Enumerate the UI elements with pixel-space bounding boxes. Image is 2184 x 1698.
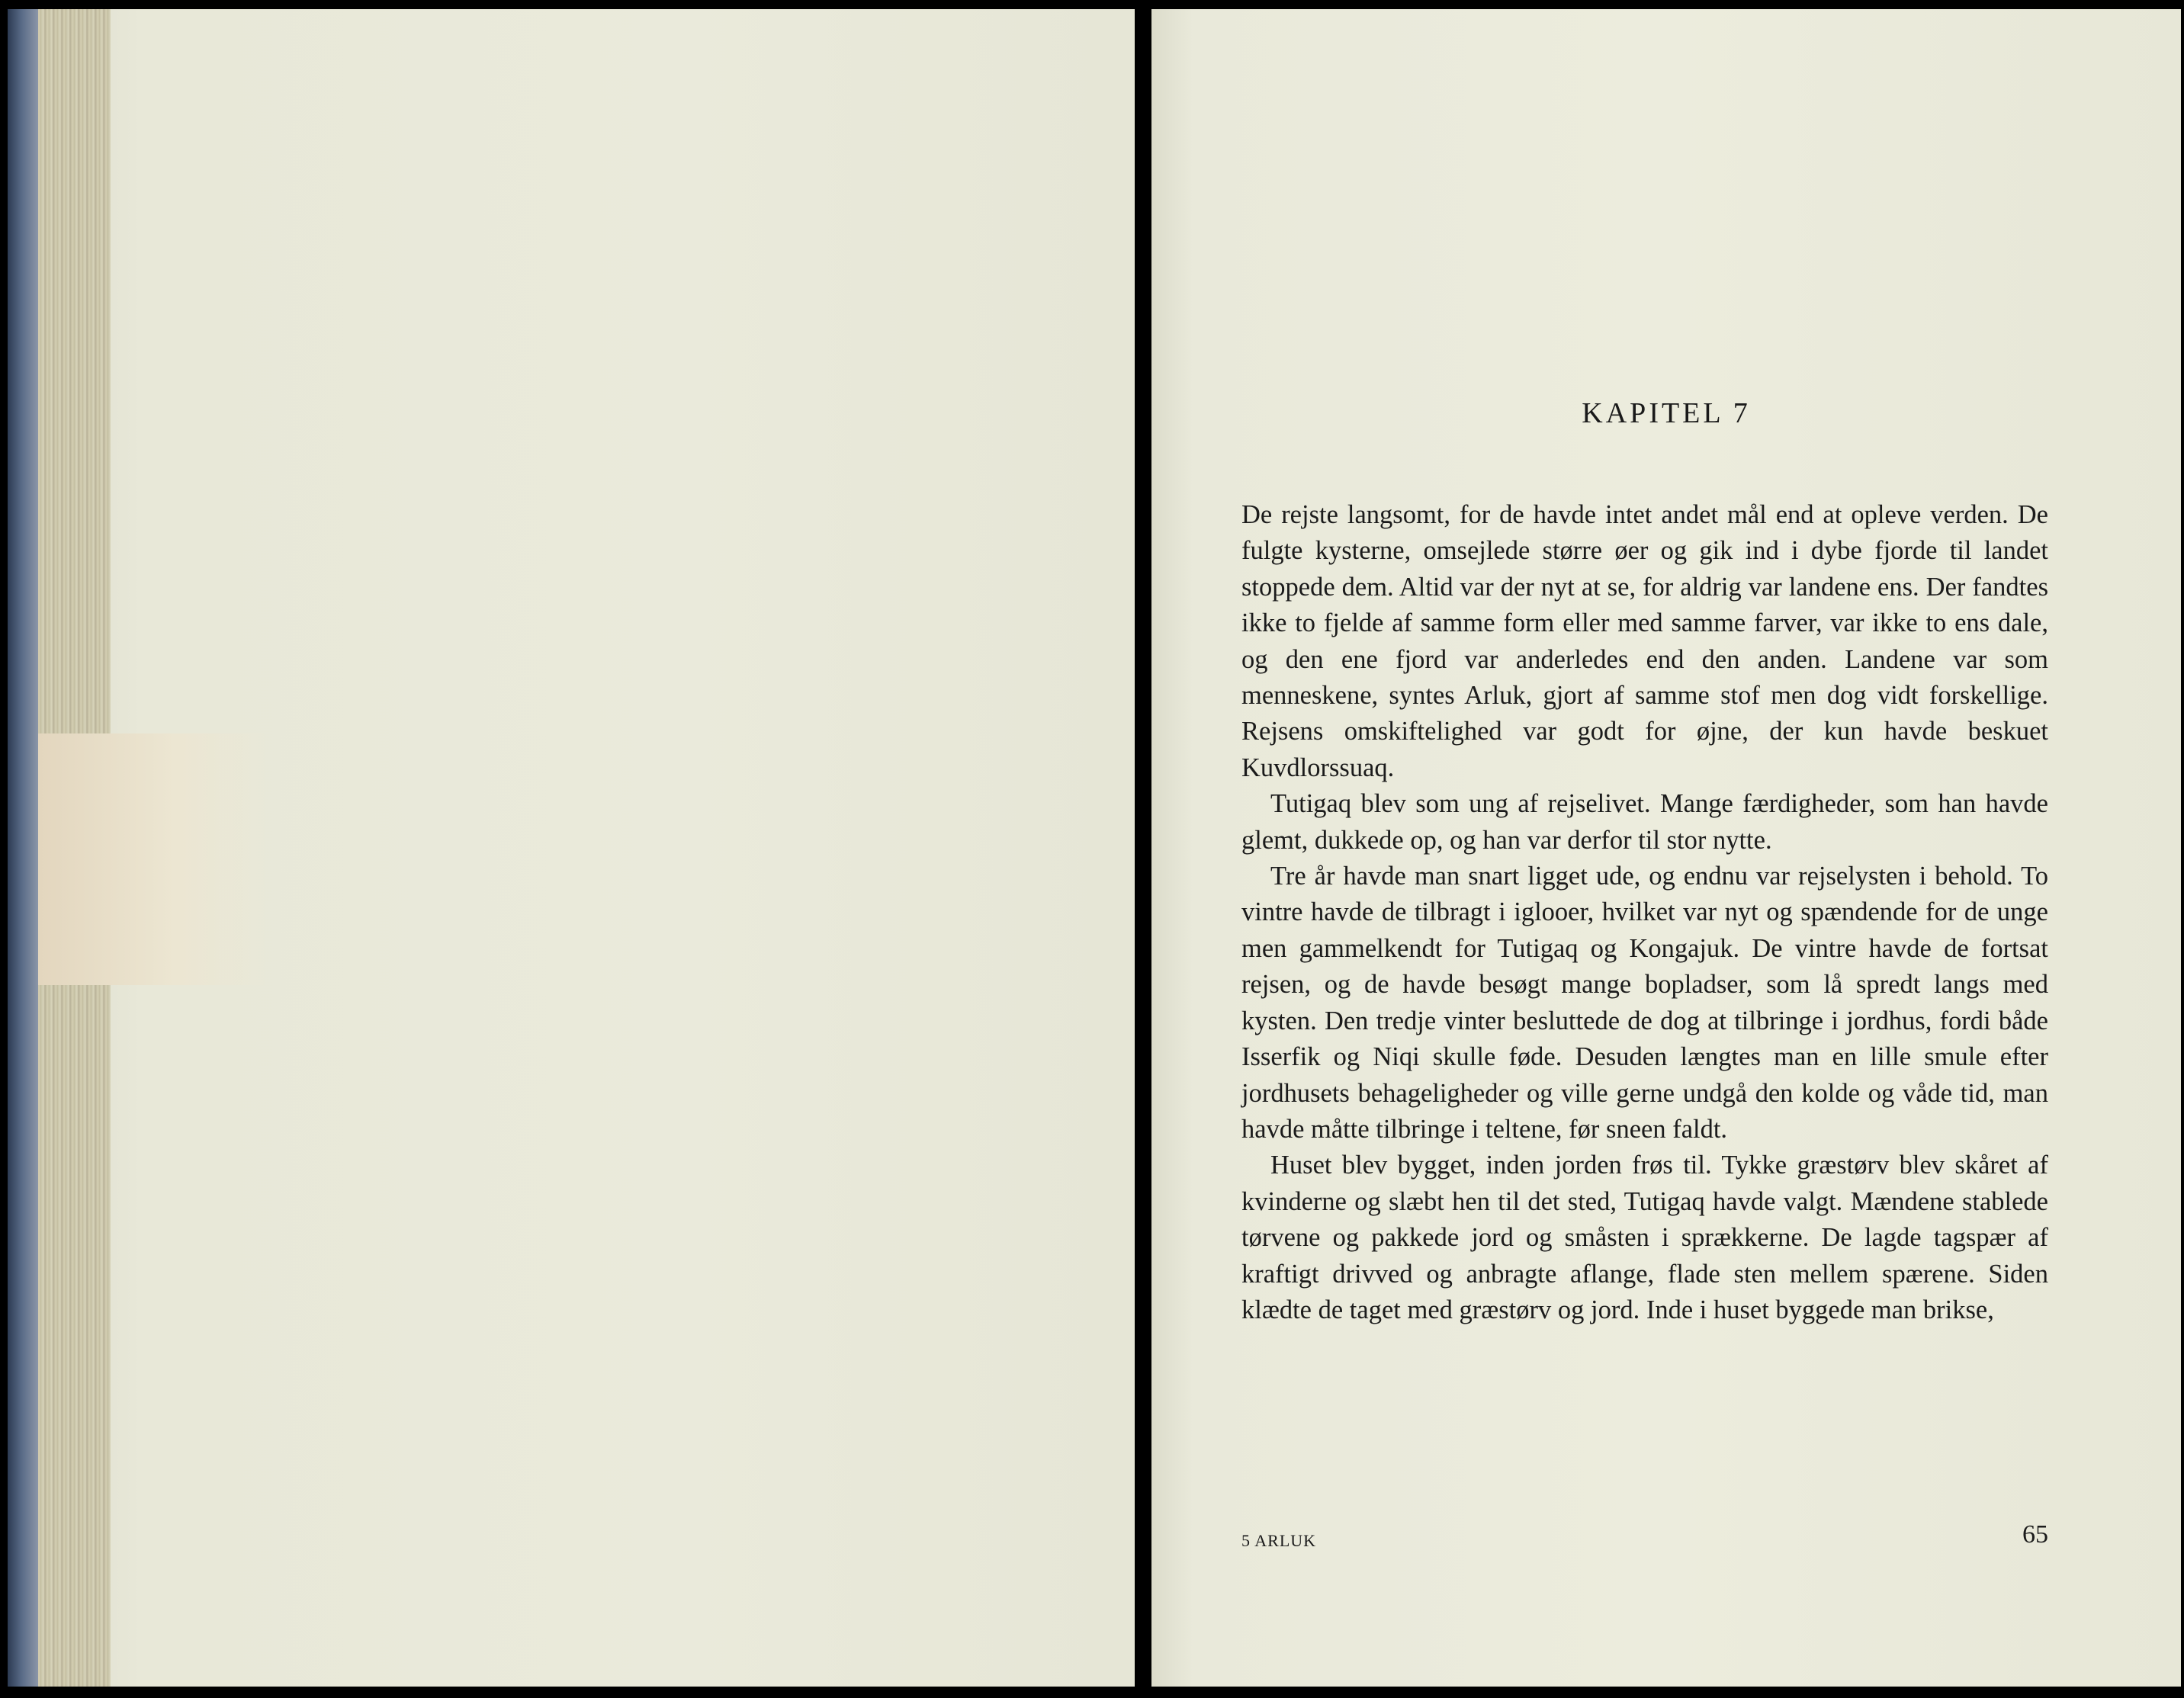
paragraph: Tre år havde man snart ligget ude, og endnu var rejselysten i behold. To vintre havde de tilbragt i iglooer, hvilket var nyt og spændende for de unge men gammelkendt for Tutigaq og Kongajuk. De vintre havde de fortsat rejsen, og de havde besøgt mange bopladser, som lå spredt langs med kysten. Den tredje vinter besluttede de dog at tilbringe i jordhus, fordi både Isserfik og Niqi skulle føde. Desuden længtes man en lille smule efter jordhusets behageligheder og ville gerne undgå den kolde og våde tid, man havde måtte tilbringe i teltene, før sneen faldt. (1241, 862, 2048, 1144)
paragraph: Huset blev bygget, inden jorden frøs til. Tykke græstørv blev skåret af kvinderne og slæbt hen til det sted, Tutigaq havde valgt. Mændene stablede tørvene og pakkede jord og småsten i sprækkerne. De lagde tagspær af kraftigt drivved og anbragte aflange, flade sten mellem spærene. Siden klædte de taget med græstørv og jord. Inde i huset byggede man brikse, (1241, 1151, 2048, 1324)
right-page (1151, 9, 2181, 1687)
chapter-title: KAPITEL 7 (1582, 397, 1751, 429)
left-page (8, 9, 1135, 1687)
page-edge-highlight (38, 733, 267, 985)
paragraph: Tutigaq blev som ung af rejselivet. Mange færdigheder, som han havde glemt, dukkede op, og han var derfor til stor nytte. (1241, 789, 2048, 855)
paragraph: De rejste langsomt, for de havde intet andet mål end at opleve verden. De fulgte kysterne, omsejlede større øer og gik ind i dybe fjorde til landet stoppede dem. Altid var der nyt at se, for aldrig var landene ens. Der fandtes ikke to fjelde af samme form eller med samme farver, var ikke to ens dale, og den ene fjord var anderledes end den anden. Landene var som menneskene, syntes Arluk, gjort af samme stof men dog vidt forskellige. Rejsens omskiftelighed var godt for øjne, der kun havde beskuet Kuvdlorssuaq. (1241, 500, 2048, 782)
book-spine (8, 9, 38, 1687)
footer-signature: 5 ARLUK (1241, 1531, 1317, 1550)
page-number: 65 (2022, 1520, 2048, 1549)
body-text (1241, 497, 2048, 1328)
